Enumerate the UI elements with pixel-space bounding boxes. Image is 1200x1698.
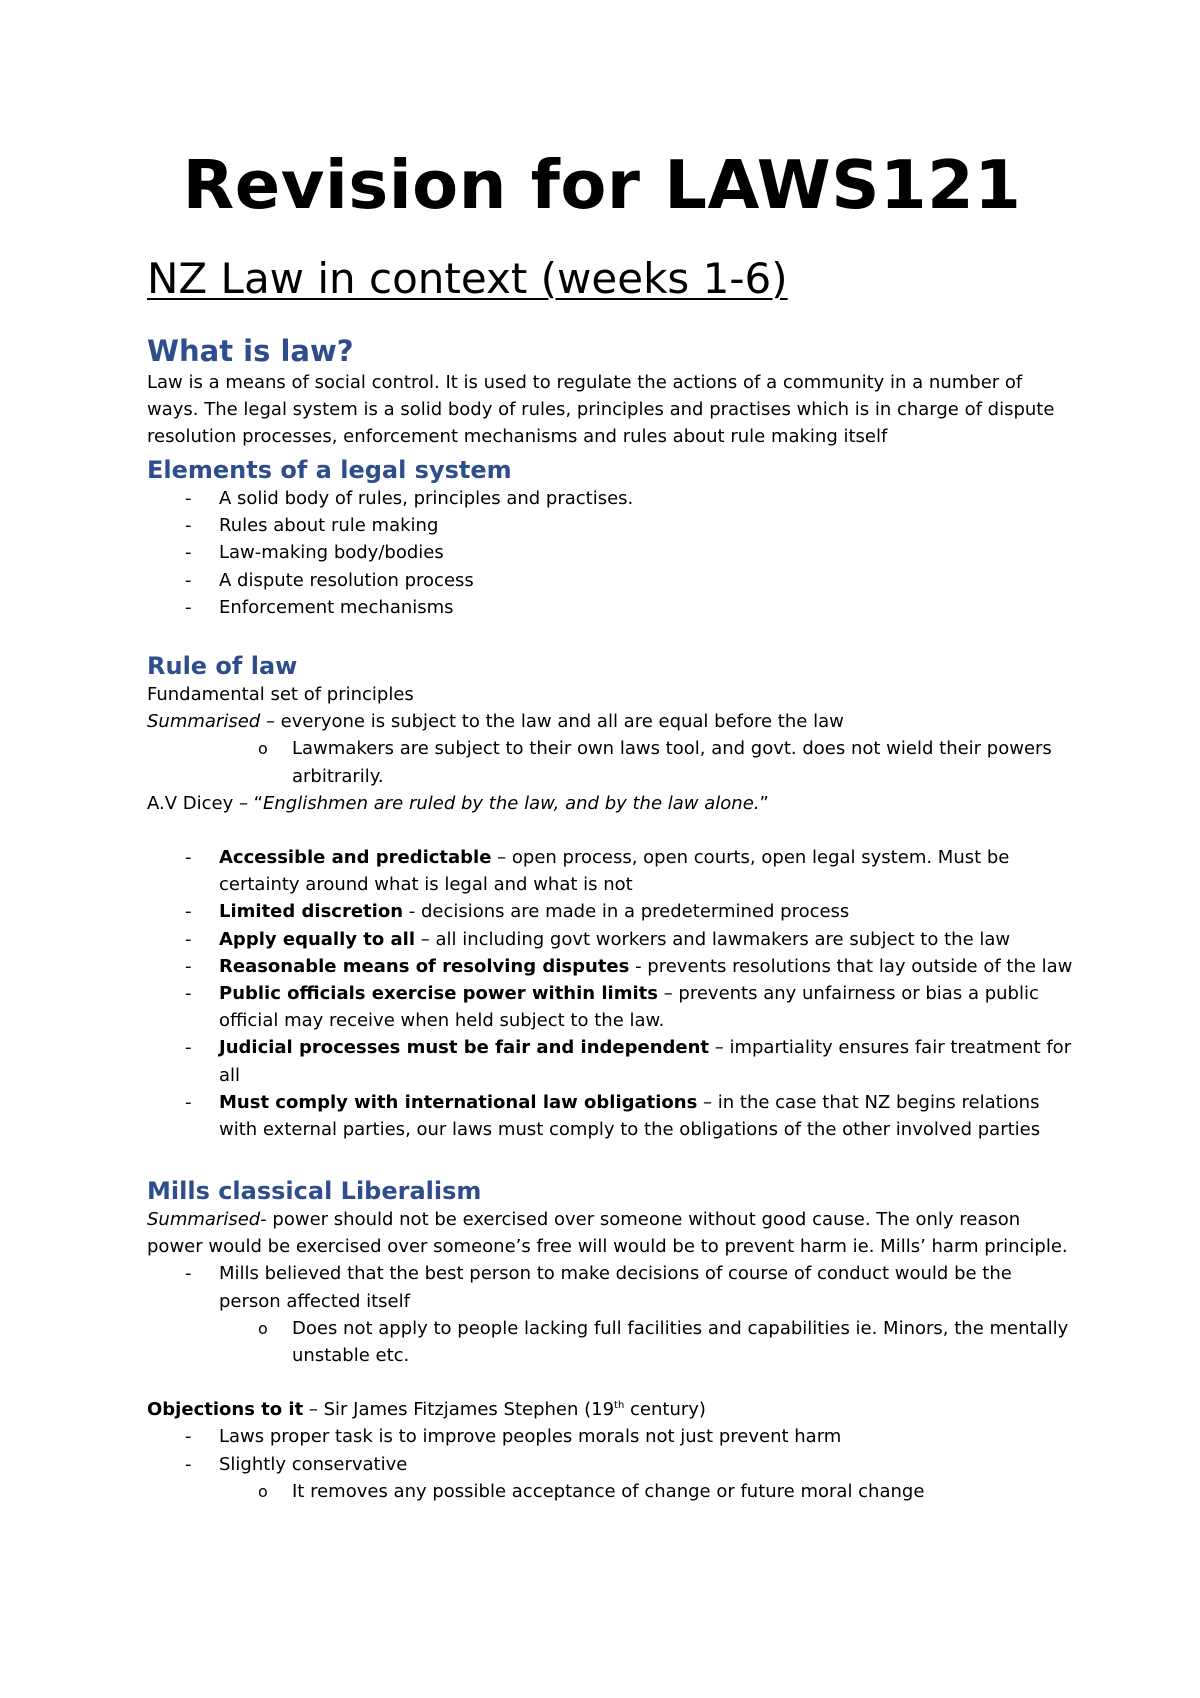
list-item: o Lawmakers are subject to their own laws tool, and govt. does not wield their powers arbitrarily. — [147, 735, 1077, 789]
objections-line — [147, 1396, 1077, 1423]
section-elements — [147, 455, 1077, 621]
list-item: - Mills believed that the best person to make decisions of course of conduct would be the person affected itself — [147, 1260, 1077, 1314]
list-item: - Laws proper task is to improve peoples morals not just prevent harm — [147, 1423, 1077, 1450]
list-item: - A dispute resolution process — [147, 567, 1077, 594]
mills-summary — [147, 1206, 1077, 1260]
section-mills — [147, 1176, 1077, 1505]
list-item: - Slightly conservative — [147, 1451, 1077, 1478]
heading-mills: Mills classical Liberalism — [147, 1177, 482, 1205]
list-item: - A solid body of rules, principles and practises. — [147, 485, 1077, 512]
spacer — [147, 817, 1077, 844]
dicey-quote-line — [147, 790, 1077, 817]
paragraph-what-is-law: Law is a means of social control. It is used to regulate the actions of a community in a number of ways. The legal system is a solid body of rules, principles and practises which is in charge of dispute resolution processes, enforcement mechanisms and rules about rule making itself — [147, 372, 1055, 448]
heading-what-is-law: What is law? — [147, 334, 354, 368]
principle-title: Reasonable means of resolving disputes — [219, 955, 630, 977]
rule-of-law-sublist — [147, 735, 1077, 789]
list-item: - Enforcement mechanisms — [147, 594, 1077, 621]
dicey-suffix: ” — [759, 792, 769, 814]
mills-sublist — [147, 1315, 1077, 1369]
principle-text: – in the case that NZ begins relations with external parties, our laws must comply to the obligations of the other involved parties — [219, 1091, 1041, 1141]
dicey-prefix: A.V Dicey – “ — [147, 792, 264, 814]
objections-sublist — [147, 1478, 1077, 1505]
objections-sup: th — [614, 1400, 625, 1412]
summary-label: Summarised — [147, 1209, 261, 1230]
principle-text: – open process, open courts, open legal system. Must be certainty around what is legal and what is not — [219, 847, 1010, 896]
rule-of-law-intro: Fundamental set of principles — [147, 684, 414, 705]
list-item: - Rules about rule making — [147, 512, 1077, 539]
principle-text: - prevents resolutions that lay outside of the law — [629, 955, 1073, 977]
principle-text: – impartiality ensures fair treatment for all — [219, 1037, 1072, 1086]
objections-list — [147, 1423, 1077, 1477]
list-item: - Law-making body/bodies — [147, 539, 1077, 566]
document-subtitle: NZ Law in context (weeks 1-6) — [147, 254, 788, 303]
list-item — [147, 926, 1077, 953]
list-item — [147, 953, 1077, 980]
list-item: o Does not apply to people lacking full facilities and capabilities ie. Minors, the mentally unstable etc. — [147, 1315, 1077, 1369]
mills-list — [147, 1260, 1077, 1314]
principle-text: – prevents any unfairness or bias a public official may receive when held subject to the law. — [219, 983, 1039, 1032]
principle-title: Public officials exercise power within limits — [219, 983, 658, 1005]
principle-text: - decisions are made in a predetermined process — [403, 901, 850, 923]
summary-label: Summarised — [147, 711, 261, 733]
list-item — [147, 844, 1077, 898]
document-title: Revision for LAWS121 — [182, 146, 1022, 224]
rule-of-law-summary — [147, 708, 1077, 735]
principle-title: Judicial processes must be fair and independent — [219, 1037, 710, 1059]
section-rule-of-law — [147, 651, 1077, 1143]
rule-of-law-principles — [147, 844, 1077, 1143]
list-item — [147, 1089, 1077, 1143]
summary-text: - power should not be exercised over someone without good cause. The only reason power would be exercised over someone’s free will would be to prevent harm ie. Mills’ harm principle. — [147, 1209, 1068, 1258]
list-item: o It removes any possible acceptance of change or future moral change — [147, 1478, 1077, 1505]
principle-text: – all including govt workers and lawmakers are subject to the law — [415, 928, 1011, 950]
list-item — [147, 1034, 1077, 1088]
dicey-quote: Englishmen are ruled by the law, and by the law alone. — [263, 792, 760, 814]
summary-text: – everyone is subject to the law and all are equal before the law — [260, 711, 844, 733]
section-what-is-law — [147, 333, 1077, 451]
principle-title: Accessible and predictable — [219, 847, 492, 869]
principle-title: Limited discretion — [219, 901, 404, 923]
list-item — [147, 980, 1077, 1034]
principle-title: Must comply with international law obligations — [219, 1091, 698, 1113]
heading-elements: Elements of a legal system — [147, 456, 512, 484]
elements-list — [147, 485, 1077, 621]
list-item — [147, 898, 1077, 925]
spacer — [147, 1369, 1077, 1396]
objections-text: – Sir James Fitzjames Stephen (19 — [303, 1399, 615, 1421]
objections-text: century) — [624, 1399, 706, 1421]
objections-label: Objections to it — [147, 1399, 304, 1421]
heading-rule-of-law: Rule of law — [147, 652, 298, 680]
principle-title: Apply equally to all — [219, 928, 415, 950]
